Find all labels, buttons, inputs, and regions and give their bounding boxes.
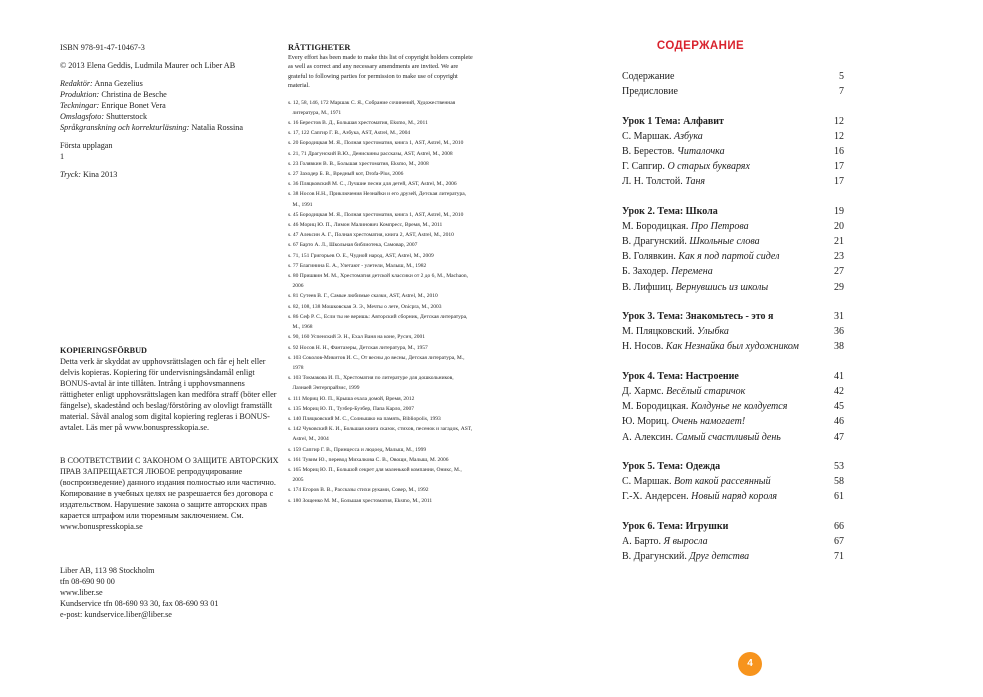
toc-entry bbox=[622, 174, 844, 189]
rights-item: s. 159 Сапгир Г. В., Принцесса и людоед, Малыш, М., 1999 bbox=[288, 446, 427, 453]
toc-work-title: Школьные слова bbox=[689, 236, 760, 248]
toc-author: В. Драгунский. bbox=[622, 551, 690, 562]
credit-line bbox=[60, 78, 280, 89]
toc-work-title: Колдунье не колдуется bbox=[690, 401, 788, 413]
rights-item: s. 142 Чуковский К. И., Большая книга сказок, стихов, песенок и загадок, AST, Astrel, M., 2004 bbox=[288, 426, 473, 443]
toc-author: В. Берестов. bbox=[622, 145, 677, 157]
rights-item: s. 38 Носов Н.Н., Приключения Незнайки и его друзей, Детская литература, М., 1991 bbox=[288, 191, 467, 208]
rights-item: s. 71, 151 Григорьев О. Е., Чудной народ, AST, Astrel, M., 2009 bbox=[288, 252, 434, 259]
toc-author: Д. Хармс. bbox=[622, 385, 667, 397]
print-value: Kina 2013 bbox=[82, 170, 118, 179]
toc-author: Б. Заходер. bbox=[622, 266, 672, 278]
toc-lesson-heading bbox=[622, 204, 844, 219]
toc-entry-text bbox=[622, 249, 779, 264]
toc-author: Г.-Х. Андерсен. bbox=[622, 491, 692, 503]
publisher-line: tfn 08-690 90 00 bbox=[60, 577, 115, 586]
toc-author: С. Маршак. bbox=[622, 130, 674, 142]
rights-item: s. 90, 160 Успенский Э. Н., Ехал Ваня на коне, Русич, 2001 bbox=[288, 334, 425, 341]
toc-entry-text bbox=[622, 234, 760, 249]
edition-number: 1 bbox=[60, 152, 65, 161]
toc-work-title: Я выросла bbox=[663, 535, 708, 547]
toc-entry bbox=[622, 159, 844, 174]
toc-body bbox=[622, 69, 844, 564]
toc-heading-text: Урок 5. Тема: Одежда bbox=[622, 460, 721, 472]
toc-author: Ю. Мориц. bbox=[622, 416, 672, 428]
toc-entry bbox=[622, 384, 844, 399]
print-label: Tryck: bbox=[60, 170, 81, 179]
toc-work-title: Таня bbox=[685, 176, 706, 188]
toc-entry-text bbox=[622, 280, 768, 295]
toc-page-number: 38 bbox=[834, 341, 844, 353]
toc-page-number: 41 bbox=[834, 370, 844, 382]
rights-item: s. 27 Заходер Б. В., Вредный кот, Drofa-Plus, 2006 bbox=[288, 171, 404, 178]
toc-entry bbox=[622, 264, 844, 279]
toc-page-number: 61 bbox=[834, 491, 844, 503]
toc-heading-text: Урок 2. Тема: Школа bbox=[622, 205, 718, 217]
toc-entry-text bbox=[622, 414, 745, 429]
toc-entry-text bbox=[622, 144, 725, 159]
rights-item: s. 21, 71 Драгунский В.Ю., Денискины рассказы, AST, Astrel, M., 2008 bbox=[288, 150, 453, 157]
toc-page-number: 53 bbox=[834, 460, 844, 472]
toc-work-title: Про Петрова bbox=[690, 220, 749, 232]
toc-page-number: 23 bbox=[834, 251, 844, 263]
toc-entry bbox=[622, 249, 844, 264]
toc-work-title: Очень намогает! bbox=[671, 416, 746, 428]
toc-entry-text bbox=[622, 324, 729, 339]
toc-author: Л. Н. Толстой. bbox=[622, 176, 686, 188]
toc-entry-text bbox=[622, 430, 781, 445]
toc-page-number: 17 bbox=[834, 176, 844, 188]
toc-entry-text bbox=[622, 399, 787, 414]
toc-entry-text bbox=[622, 129, 703, 144]
rights-item: s. 20 Бородицкая М. Я., Полная хрестоматия, книга 1, AST, Astrel, M., 2010 bbox=[288, 140, 464, 147]
rights-item: s. 81 Сутеев В. Г., Самые любимые сказки, AST, Astrel, M., 2010 bbox=[288, 293, 438, 300]
toc-heading-text: Урок 6. Тема: Игрушки bbox=[622, 520, 729, 532]
toc-page-number: 27 bbox=[834, 266, 844, 278]
toc-heading-text: Урок 4. Тема: Настроение bbox=[622, 370, 739, 382]
toc-work-title: Вернувшись из школы bbox=[675, 281, 769, 293]
toc-lesson-heading bbox=[622, 519, 844, 534]
toc-page-number: 12 bbox=[834, 130, 844, 142]
toc-entry-text bbox=[622, 174, 705, 189]
credit-name: Christina de Besche bbox=[101, 90, 167, 99]
credit-role: Språkgranskning och korrekturläsning: bbox=[60, 123, 190, 132]
toc-entry-text bbox=[622, 339, 799, 354]
toc-author: М. Бородицкая. bbox=[622, 401, 691, 413]
toc-author: Г. Сапгир. bbox=[622, 161, 668, 173]
rights-item: s. 45 Бородицкая М. Я., Полная хрестоматия, книга 1, AST, Astrel, M., 2010 bbox=[288, 211, 464, 218]
toc-page-number: 12 bbox=[834, 115, 844, 127]
toc-work-title: Друг детства bbox=[689, 551, 750, 562]
toc-page-number: 31 bbox=[834, 311, 844, 322]
rights-item: s. 16 Берестов В. Д., Большая хрестоматия, Eksmo, M., 2011 bbox=[288, 120, 428, 127]
toc-entry-text bbox=[622, 69, 674, 84]
toc-author: В. Лифшиц. bbox=[622, 281, 676, 293]
toc-page-number: 46 bbox=[834, 416, 844, 428]
credit-line bbox=[60, 100, 280, 111]
toc-entry-text bbox=[622, 384, 745, 399]
rights-item: s. 46 Мориц Ю. П., Лимон Малинович Компресс, Время, M., 2011 bbox=[288, 222, 443, 229]
toc-entry-text bbox=[622, 159, 750, 174]
rights-item: s. 135 Мориц Ю. П., Тузбер-Бузбер, Папа Карло, 2007 bbox=[288, 405, 414, 412]
rights-item: s. 92 Носов Н. Н., Фантазеры, Детская литература, М., 1957 bbox=[288, 344, 428, 351]
copying-notice bbox=[60, 345, 280, 433]
toc-entry bbox=[622, 339, 844, 354]
toc-work-title: Весёлый старичок bbox=[666, 385, 746, 397]
toc-entry bbox=[622, 489, 844, 504]
copyright-line: © 2013 Elena Geddis, Ludmila Maurer och Liber AB bbox=[60, 61, 236, 70]
toc-entry-text bbox=[622, 534, 708, 549]
toc-lesson-heading bbox=[622, 114, 844, 129]
toc-entry-text bbox=[622, 489, 777, 504]
toc-work-title: О старых букварях bbox=[667, 161, 750, 173]
toc-entry bbox=[622, 234, 844, 249]
toc-entry bbox=[622, 280, 844, 295]
toc-entry-text bbox=[622, 84, 678, 99]
rights-item: s. 111 Мориц Ю. П., Крыша ехала домой, Время, 2012 bbox=[288, 395, 415, 402]
rights-item: s. 86 Сеф Р. С., Если ты не веришь: Авторский сборник, Детская литература, М., 1968 bbox=[288, 313, 468, 331]
copying-notice-russian: В СООТВЕТСТВИИ С ЗАКОНОМ О ЗАЩИТЕ АВТОРСКИХ ПРАВ ЗАПРЕЩАЕТСЯ ЛЮБОЕ репродуцирование (воспроизведение) данного издания полностью или частично. Копирование в учебных целях не разрешается без договора с издательством. Нарушение закона о защите авторских прав карается штрафом или тюремным заключением. См. www.bonuspresskopia.se bbox=[60, 456, 279, 531]
toc-page-number: 17 bbox=[834, 161, 844, 173]
rights-item: s. 77 Благинина Е. А., Улетают - улетели, Малыш, М., 1982 bbox=[288, 262, 427, 269]
toc-lesson-heading bbox=[622, 369, 844, 384]
rights-item: s. 161 Тувим Ю., перевод Михалкова С. В., Овощи, Малыш, М. 2006 bbox=[288, 456, 449, 463]
toc-author: А. Барто. bbox=[622, 535, 664, 547]
toc-entry bbox=[622, 144, 844, 159]
publisher-contact bbox=[60, 565, 280, 620]
rights-item: s. 180 Зощенко М. М., Большая хрестоматия, Eksmo, M., 2011 bbox=[288, 497, 433, 504]
credits-list bbox=[60, 78, 280, 133]
toc-page-number: 7 bbox=[839, 86, 844, 98]
edition: Första upplagan bbox=[60, 141, 113, 150]
toc-heading-text: Урок 1 Тема: Алфавит bbox=[622, 115, 724, 127]
copying-text: Detta verk är skyddat av upphovsrättslagen och får ej helt eller delvis kopieras. Kopiering för undervisningsändamål enligt BONUS-avtal är inte tillåten. Intrång i upphovsmannens rättigheter enligt upphovsrättslagen kan medföra straff (böter eller fängelse), skadestånd och beslag/förstöring av olovligt framställt material. Såväl analog som digital kopiering regleras i BONUS-avtalet. Läs mer på www.bonuspresskopia.se. bbox=[60, 357, 277, 432]
toc-entry-text bbox=[622, 264, 713, 279]
rights-item: s. 174 Егоров В. В., Рассказы стихи руками, Совер, М., 1992 bbox=[288, 487, 429, 494]
rights-item: s. 82, 108, 138 Мошковская Э. Э., Мечты о лете, Oniсpra, M., 2003 bbox=[288, 303, 442, 310]
rights-item: s. 17, 122 Сапгир Г. В., Азбука, AST, Astrel, M., 2004 bbox=[288, 130, 411, 137]
toc-entry bbox=[622, 84, 844, 99]
toc-work-title: Новый наряд короля bbox=[691, 491, 778, 503]
rights-heading: RÄTTIGHETER bbox=[288, 43, 351, 52]
toc-entry-title: Содержание bbox=[622, 71, 675, 82]
toc-entry bbox=[622, 430, 844, 445]
toc-author: В. Драгунский. bbox=[622, 236, 690, 248]
credit-name: Shutterstock bbox=[106, 112, 148, 121]
toc-entry bbox=[622, 549, 844, 564]
toc-work-title: Вот какой рассеянный bbox=[674, 476, 771, 488]
credit-line bbox=[60, 122, 280, 133]
toc-entry bbox=[622, 219, 844, 234]
toc-entry-text bbox=[622, 219, 749, 234]
toc-lesson-heading bbox=[622, 309, 844, 324]
toc-page-number: 29 bbox=[834, 281, 844, 293]
toc-page-number: 36 bbox=[834, 326, 844, 338]
toc-author: В. Голявкин. bbox=[622, 251, 679, 263]
toc-entry bbox=[622, 324, 844, 339]
toc-page-number: 20 bbox=[834, 220, 844, 232]
toc-entry bbox=[622, 534, 844, 549]
rights-item: s. 103 Соколов-Микитов И. С., От весны до весны, Детская литература, М., 1978 bbox=[288, 354, 465, 371]
rights-item: s. 140 Пляцковский М. С., Солнышко на память, Bibliopolis, 1993 bbox=[288, 415, 441, 422]
credit-name: Enrique Bonet Vera bbox=[101, 101, 166, 110]
publisher-line: Kundservice tfn 08-690 93 30, fax 08-690 93 01 bbox=[60, 599, 219, 608]
rights-item: s. 67 Барто А. Л., Школьная библиотека, Самовар, 2007 bbox=[288, 242, 418, 249]
toc-author: М. Бородицкая. bbox=[622, 220, 691, 232]
toc-page-number: 71 bbox=[834, 551, 844, 562]
toc-title: СОДЕРЖАНИЕ bbox=[656, 40, 745, 52]
rights-item: s. 12, 58, 146, 172 Маршак С. Я., Собрание сочинений, Художественная литература, М., 1971 bbox=[288, 99, 456, 116]
toc-work-title: Самый счастливый день bbox=[675, 431, 781, 443]
rights-list bbox=[288, 98, 474, 506]
toc-work-title: Как я под партой сидел bbox=[678, 251, 780, 263]
copying-heading: KOPIERINGSFÖRBUD bbox=[60, 346, 147, 355]
toc-lesson-heading bbox=[622, 459, 844, 474]
toc-entry bbox=[622, 69, 844, 84]
toc-entry-text bbox=[622, 474, 771, 489]
rights-item: s. 23 Голявкин В. В., Большая хрестоматия, Eksmo, M., 2008 bbox=[288, 160, 429, 167]
toc-page-number: 45 bbox=[834, 401, 844, 413]
rights-block bbox=[288, 42, 474, 506]
publisher-line: Liber AB, 113 98 Stockholm bbox=[60, 566, 155, 575]
publisher-line: www.liber.se bbox=[60, 588, 103, 597]
toc-page-number: 16 bbox=[834, 145, 844, 157]
toc-page-number: 5 bbox=[839, 71, 844, 82]
toc-author: М. Пляцковский. bbox=[622, 326, 698, 338]
credit-name: Natalia Rossina bbox=[191, 123, 243, 132]
toc-work-title: Азбука bbox=[674, 130, 703, 142]
credit-role: Redaktör: bbox=[60, 79, 93, 88]
toc-page-number: 19 bbox=[834, 205, 844, 217]
page-number-badge: 4 bbox=[738, 652, 762, 676]
rights-item: s. 36 Пляцковский М. С., Лучшие песни для детей, AST, Astrel, M., 2006 bbox=[288, 181, 457, 188]
toc-page-number: 66 bbox=[834, 520, 844, 532]
toc-work-title: Перемена bbox=[671, 266, 713, 278]
toc-entry bbox=[622, 414, 844, 429]
toc-author: А. Алексин. bbox=[622, 431, 676, 443]
toc-page-number: 58 bbox=[834, 476, 844, 488]
rights-item: s. 165 Мориц Ю. П., Большой секрет для маленькой компании, Оникс, М., 2005 bbox=[288, 466, 462, 484]
rights-item: s. 80 Пришвин М. М., Хрестоматия детской классики от 2 до 6, M., Machaon, 2006 bbox=[288, 273, 469, 290]
rights-item: s. 103 Токмакова И. П., Хрестоматия по литературе для дошкольников, Лазнаей Энтерпрайзис, 1999 bbox=[288, 375, 454, 392]
rights-intro: Every effort has been made to make this list of copyright holders complete as well as correct and any necessary amendments are invited. We are grateful to following parties for permission to make use of copyright material. bbox=[288, 54, 473, 90]
toc-work-title: Читалочка bbox=[676, 145, 725, 157]
toc-page-number: 21 bbox=[834, 236, 844, 248]
toc-entry-text bbox=[622, 549, 749, 564]
credit-role: Produktion: bbox=[60, 90, 100, 99]
toc-page-number: 42 bbox=[834, 385, 844, 397]
toc-page-number: 47 bbox=[834, 431, 844, 443]
print-info bbox=[60, 169, 280, 180]
isbn: ISBN 978-91-47-10467-3 bbox=[60, 43, 145, 52]
toc-page-number: 67 bbox=[834, 535, 844, 547]
toc-author: Н. Носов. bbox=[622, 341, 666, 353]
toc-author: С. Маршак. bbox=[622, 476, 674, 488]
toc-work-title: Улыбка bbox=[697, 326, 729, 338]
credit-line bbox=[60, 89, 280, 100]
toc-heading-text: Урок 3. Тема: Знакомьтесь - это я bbox=[622, 311, 774, 322]
credit-line bbox=[60, 111, 280, 122]
credit-name: Anna Gezelius bbox=[94, 79, 143, 88]
imprint-block bbox=[60, 42, 280, 180]
rights-item: s. 47 Алексин А. Г., Полная хрестоматия, книга 2, AST, Astrel, M., 2010 bbox=[288, 232, 454, 239]
table-of-contents bbox=[622, 40, 844, 564]
credit-role: Teckningar: bbox=[60, 101, 100, 110]
toc-entry bbox=[622, 474, 844, 489]
toc-work-title: Как Незнайка был художником bbox=[665, 341, 799, 353]
toc-entry bbox=[622, 399, 844, 414]
toc-entry-title: Предисловие bbox=[622, 86, 678, 98]
credit-role: Omslagsfoto: bbox=[60, 112, 105, 121]
toc-entry bbox=[622, 129, 844, 144]
publisher-line: e-post: kundservice.liber@liber.se bbox=[60, 610, 172, 619]
